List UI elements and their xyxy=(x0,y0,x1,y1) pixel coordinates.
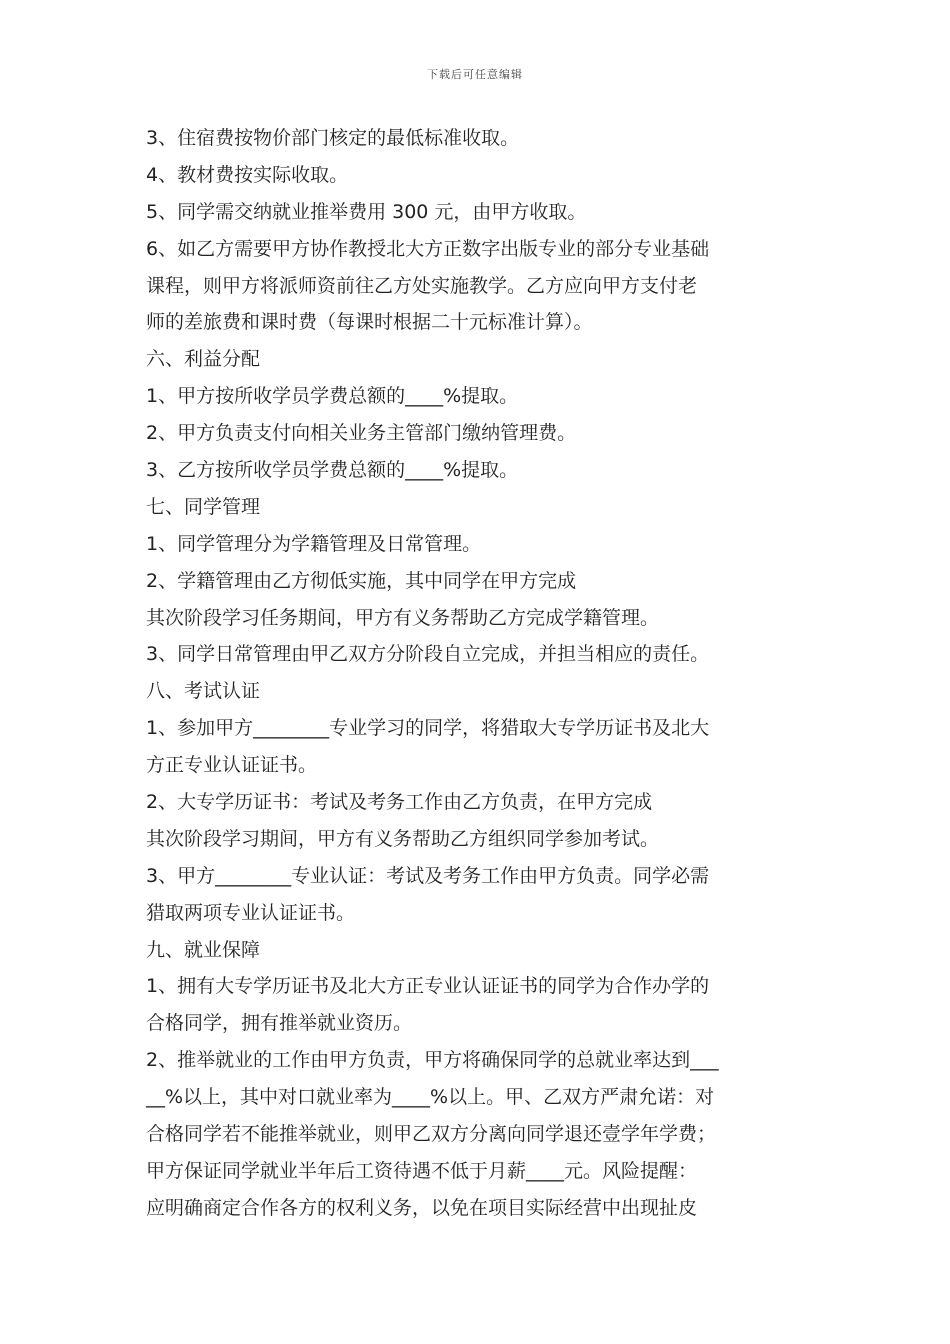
text-line: 1、甲方按所收学员学费总额的____%提取。 xyxy=(146,385,519,408)
text-line: 其次阶段学习期间，甲方有义务帮助乙方组织同学参加考试。 xyxy=(146,827,660,850)
text-line: 3、同学日常管理由甲乙双方分阶段自立完成，并担当相应的责任。 xyxy=(146,643,710,666)
text-line: 合格同学，拥有推举就业资历。 xyxy=(146,1012,413,1035)
text-line: 方正专业认证证书。 xyxy=(146,754,318,777)
text-line: 1、同学管理分为学籍管理及日常管理。 xyxy=(146,532,482,555)
text-line: 应明确商定合作各方的权利义务，以免在项目实际经营中出现扯皮 xyxy=(146,1196,698,1219)
text-line: 6、如乙方需要甲方协作教授北大方正数字出版专业的部分专业基础 xyxy=(146,237,710,260)
text-line: 九、就业保障 xyxy=(146,938,261,961)
text-line: 合格同学若不能推举就业，则甲乙双方分离向同学退还壹学年学费； xyxy=(146,1123,717,1146)
text-line: 5、同学需交纳就业推举费用 300 元，由甲方收取。 xyxy=(146,200,587,223)
text-line: 猎取两项专业认证证书。 xyxy=(146,901,356,924)
text-line: 课程，则甲方将派师资前往乙方处实施教学。乙方应向甲方支付老 xyxy=(146,274,698,297)
text-line: 六、利益分配 xyxy=(146,348,261,371)
text-line: 其次阶段学习任务期间，甲方有义务帮助乙方完成学籍管理。 xyxy=(146,606,660,629)
text-line: 2、推举就业的工作由甲方负责，甲方将确保同学的总就业率达到___ xyxy=(146,1049,719,1072)
text-line: 2、学籍管理由乙方彻低实施，其中同学在甲方完成 xyxy=(146,569,577,592)
text-line: 2、大专学历证书：考试及考务工作由乙方负责，在甲方完成 xyxy=(146,791,653,814)
text-line: 3、甲方________专业认证：考试及考务工作由甲方负责。同学必需 xyxy=(146,864,710,887)
text-line: 1、参加甲方________专业学习的同学，将猎取大专学历证书及北大 xyxy=(146,717,710,740)
text-line: 3、住宿费按物价部门核定的最低标准收取。 xyxy=(146,127,520,149)
text-line: 2、甲方负责支付向相关业务主管部门缴纳管理费。 xyxy=(146,422,577,445)
text-line: 4、教材费按实际收取。 xyxy=(146,163,349,186)
text-line: 七、同学管理 xyxy=(146,495,261,518)
text-line: __%以上，其中对口就业率为____%以上。甲、乙双方严肃允诺：对 xyxy=(146,1086,715,1109)
text-line: 八、考试认证 xyxy=(146,680,261,703)
text-line: 3、乙方按所收学员学费总额的____%提取。 xyxy=(146,459,519,482)
page-header: 下载后可任意编辑 xyxy=(427,68,523,81)
text-line: 甲方保证同学就业半年后工资待遇不低于月薪____元。风险提醒： xyxy=(146,1159,698,1182)
text-line: 师的差旅费和课时费（每课时根据二十元标准计算）。 xyxy=(146,311,593,334)
document-body xyxy=(146,120,816,1227)
text-line: 1、拥有大专学历证书及北大方正专业认证证书的同学为合作办学的 xyxy=(146,975,710,998)
